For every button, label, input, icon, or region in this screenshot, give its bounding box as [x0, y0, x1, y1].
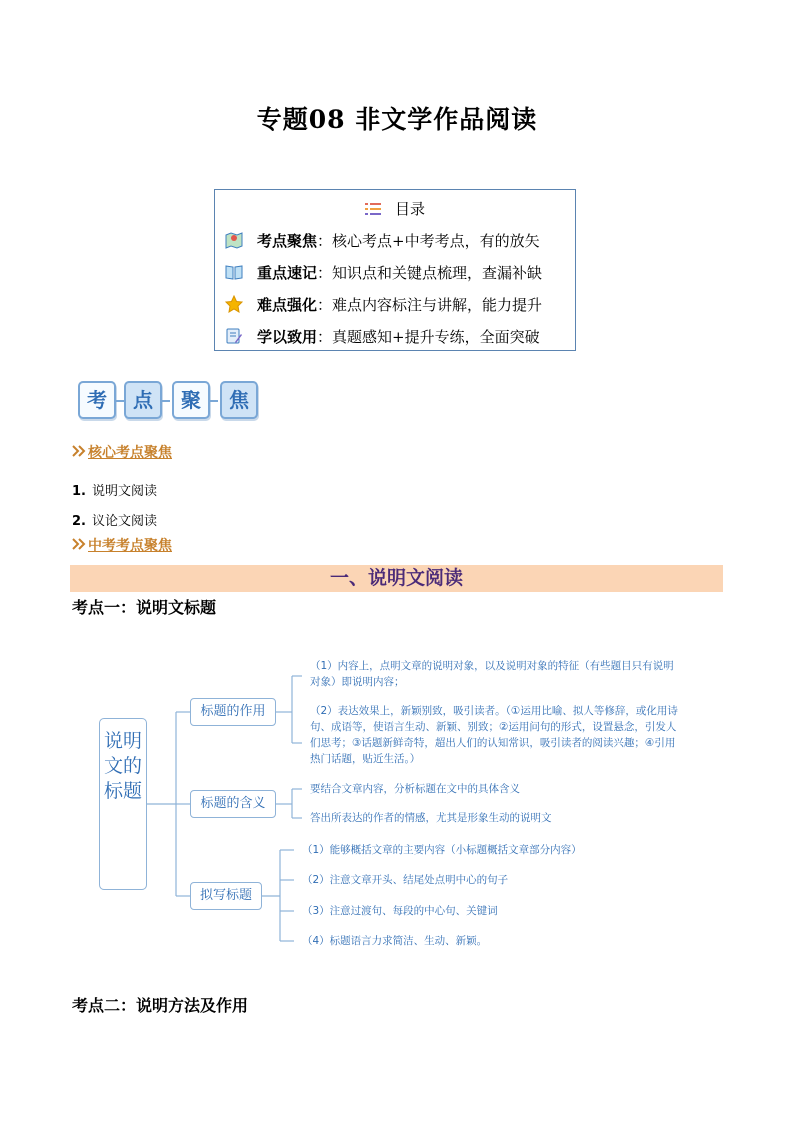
- list-number: 1.: [72, 484, 86, 499]
- toc-label: 学以致用: [257, 328, 318, 346]
- mindmap-leaf: 要结合文章内容，分析标题在文中的具体含义: [310, 783, 520, 795]
- mindmap-branch: 标题的作用: [190, 698, 276, 726]
- toc-label: 难点强化: [257, 296, 318, 314]
- mindmap-branch: 标题的含义: [190, 790, 276, 818]
- toc-heading: 目录: [394, 200, 425, 218]
- toc-text: ：核心考点+中考考点，有的放矢: [317, 232, 540, 250]
- toc-label: 重点速记: [257, 264, 318, 282]
- toc-label: 考点聚焦: [257, 232, 318, 250]
- mindmap-leaf: （3）注意过渡句、每段的中心句、关键词: [302, 905, 498, 917]
- toc-text: ：真题感知+提升专练，全面突破: [317, 328, 540, 346]
- mindmap-leaf: （4）标题语言力求简洁、生动、新颖。: [302, 935, 488, 947]
- point-one-heading: 考点一：说明文标题: [72, 598, 217, 617]
- mindmap-root: 说明文的标题: [99, 718, 147, 890]
- mindmap-leaf: （1）内容上，点明文章的说明对象，以及说明对象的特征（有些题目只有说明对象）即说明内容；: [310, 660, 674, 688]
- badge-char: 考: [78, 381, 116, 419]
- point-two-heading: 考点二：说明方法及作用: [72, 996, 249, 1015]
- mindmap-branch: 拟写标题: [190, 882, 262, 910]
- mindmap-leaf: 答出所表达的作者的情感，尤其是形象生动的说明文: [310, 812, 552, 824]
- badge-char: 点: [124, 381, 162, 419]
- exam-heading-text: 中考考点聚焦: [88, 538, 172, 554]
- mindmap-leaf: （1）能够概括文章的主要内容（小标题概括文章部分内容）: [302, 844, 582, 856]
- list-number: 2.: [72, 514, 86, 529]
- section-banner: 一、说明文阅读: [70, 565, 723, 592]
- core-heading-text: 核心考点聚焦: [88, 445, 172, 461]
- badge-char: 焦: [220, 381, 258, 419]
- toc-text: ：难点内容标注与讲解，能力提升: [317, 296, 543, 314]
- mindmap-leaf: （2）表达效果上，新颖别致，吸引读者。（①运用比喻、拟人等修辞，或化用诗句、成语等，使语言生动、新颖、别致；②运用问句的形式，设置悬念，引发人们思考；③话题新鲜奇特，超出人们的认知常识，吸引读者的阅读兴趣；④引用热门话题，贴近生活。）: [310, 705, 678, 765]
- mindmap-leaf: （2）注意文章开头、结尾处点明中心的句子: [302, 874, 509, 886]
- badge-char: 聚: [172, 381, 210, 419]
- toc-text: ：知识点和关键点梳理，查漏补缺: [317, 264, 543, 282]
- list-text: 说明文阅读: [92, 484, 158, 499]
- list-text: 议论文阅读: [92, 514, 158, 529]
- page-title: 专题08 非文学作品阅读: [256, 105, 538, 134]
